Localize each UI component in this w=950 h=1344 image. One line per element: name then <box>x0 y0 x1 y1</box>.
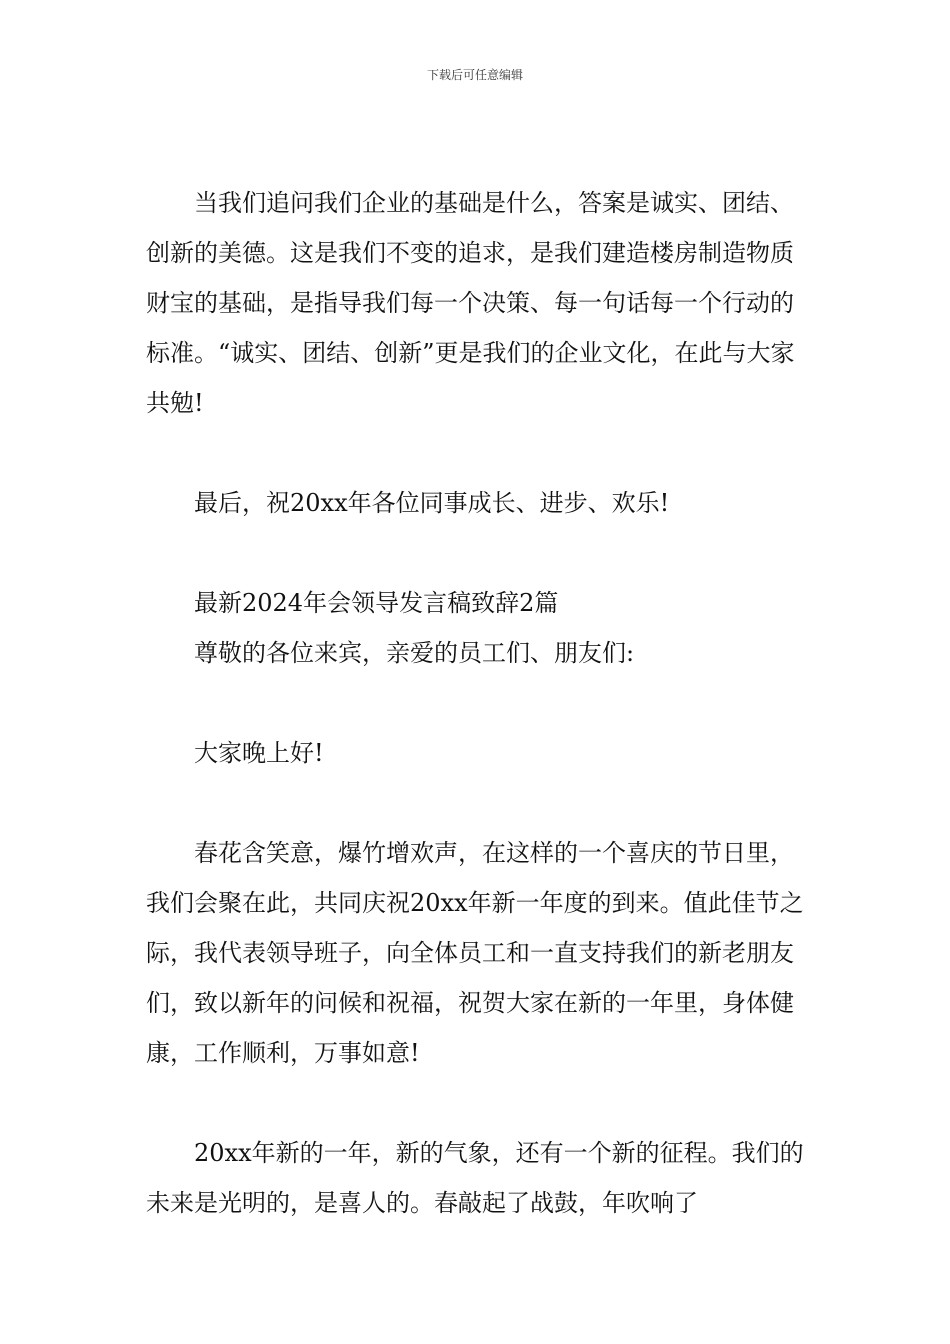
paragraph-new-year-blessing: 春花含笑意，爆竹增欢声，在这样的一个喜庆的节日里，我们会聚在此，共同庆祝20xx年新一年度的到来。值此佳节之际，我代表领导班子，向全体员工和一直支持我们的新老朋友们，致以新年的问候和祝福，祝贺大家在新的一年里，身体健康，工作顺利，万事如意! <box>146 839 804 1067</box>
paragraph-new-journey: 20xx年新的一年，新的气象，还有一个新的征程。我们的未来是光明的，是喜人的。春敲起了战鼓，年吹响了 <box>146 1139 804 1217</box>
paragraph-gap <box>146 1078 806 1128</box>
salutation: 尊敬的各位来宾，亲爱的员工们、朋友们: <box>194 639 635 667</box>
paragraph-gap <box>146 528 806 578</box>
paragraph-closing-wish: 最后，祝20xx年各位同事成长、进步、欢乐! <box>194 489 670 517</box>
header-note: 下载后可任意编辑 <box>426 68 523 82</box>
paragraph-gap <box>146 678 806 728</box>
document-body <box>146 178 806 1228</box>
paragraph-gap <box>146 778 806 828</box>
paragraph-gap <box>146 428 806 478</box>
speech-title: 最新2024年会领导发言稿致辞2篇 <box>194 589 559 617</box>
paragraph-company-foundation: 当我们追问我们企业的基础是什么，答案是诚实、团结、创新的美德。这是我们不变的追求，是我们建造楼房制造物质财宝的基础，是指导我们每一个决策、每一句话每一个行动的标准。“诚实、团结、创新”更是我们的企业文化，在此与大家共勉! <box>146 189 795 417</box>
greeting: 大家晚上好! <box>194 739 324 767</box>
